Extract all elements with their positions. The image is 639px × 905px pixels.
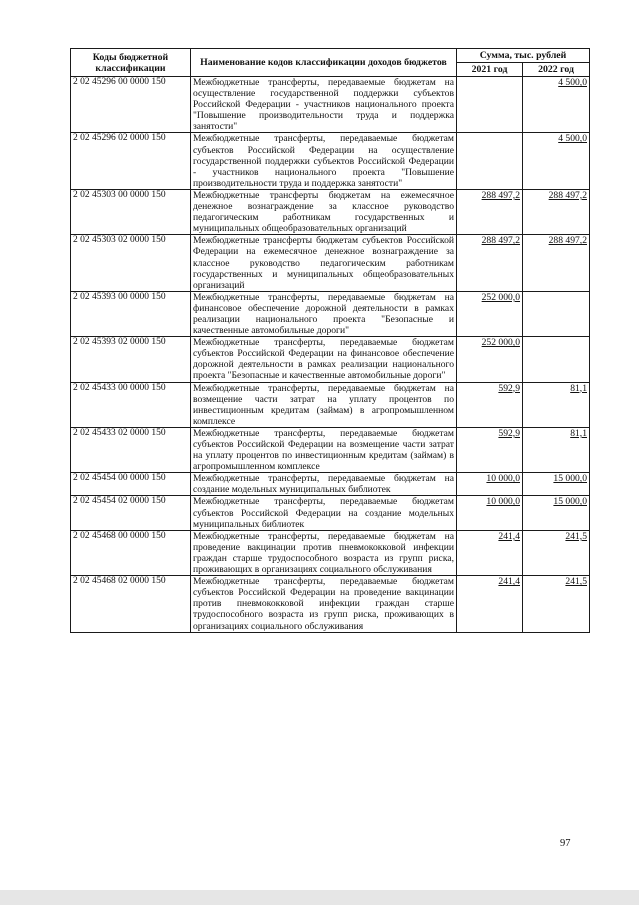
amount-2021-value: 241,4 [498, 530, 520, 542]
budget-code-cell: 2 02 45433 00 0000 150 [71, 382, 191, 427]
amount-2022-value: 81,1 [570, 382, 587, 394]
header-year-2021: 2021 год [457, 63, 523, 77]
table-row [71, 291, 590, 336]
revenue-name-cell: Межбюджетные трансферты бюджетам на ежемесячное денежное вознаграждение за классное руководство педагогическим работникам государственных и муниципальных общеобразовательных организаций [191, 189, 457, 234]
header-name: Наименование кодов классификации доходов бюджетов [191, 49, 457, 77]
amount-2022-value: 15 000,0 [553, 473, 587, 485]
amount-2021-value: 252 000,0 [481, 291, 520, 303]
amount-2022-cell [523, 530, 590, 575]
amount-2021-cell [457, 576, 523, 632]
amount-2021-cell [457, 496, 523, 530]
budget-code-cell: 2 02 45454 02 0000 150 [71, 496, 191, 530]
revenue-name-cell: Межбюджетные трансферты бюджетам субъектов Российской Федерации на ежемесячное денежное вознаграждение за классное руководство педагогическим работникам государственных и муниципальных общеобразовательных организаций [191, 235, 457, 291]
amount-2022-value: 288 497,2 [548, 235, 587, 247]
amount-2021-value: 288 497,2 [481, 235, 520, 247]
table-row [71, 496, 590, 530]
amount-2021-value: 592,9 [498, 427, 520, 439]
table-row [71, 189, 590, 234]
budget-code-cell: 2 02 45393 00 0000 150 [71, 291, 191, 336]
amount-2021-value: 592,9 [498, 382, 520, 394]
amount-2021-cell [457, 337, 523, 382]
table-row [71, 235, 590, 291]
amount-2021-cell [457, 530, 523, 575]
amount-2022-value: 15 000,0 [553, 496, 587, 508]
table-row [71, 133, 590, 189]
header-sum: Сумма, тыс. рублей [457, 49, 590, 63]
amount-2022-cell [523, 337, 590, 382]
budget-code-cell: 2 02 45393 02 0000 150 [71, 337, 191, 382]
amount-2021-value: 241,4 [498, 576, 520, 588]
revenue-name-cell: Межбюджетные трансферты, передаваемые бюджетам на возмещение части затрат на уплату процентов по инвестиционным кредитам (займам) в агропромышленном комплексе [191, 382, 457, 427]
revenue-name-cell: Межбюджетные трансферты, передаваемые бюджетам субъектов Российской Федерации на осуществление государственной поддержки субъектов Российской Федерации - участников национального проекта "Повышение производительности труда и поддержка занятости" [191, 133, 457, 189]
amount-2021-cell [457, 133, 523, 189]
amount-2022-value: 241,5 [565, 576, 587, 588]
amount-2022-value: 81,1 [570, 427, 587, 439]
amount-2022-value: 241,5 [565, 530, 587, 542]
amount-2021-value: 10 000,0 [486, 496, 520, 508]
amount-2022-cell [523, 189, 590, 234]
revenue-name-cell: Межбюджетные трансферты, передаваемые бюджетам на осуществление государственной поддержки субъектов Российской Федерации - участников национального проекта "Повышение производительности труда и поддержка занятости" [191, 77, 457, 133]
amount-2021-cell [457, 291, 523, 336]
table-row [71, 427, 590, 472]
amount-2022-value: 288 497,2 [548, 189, 587, 201]
budget-code-cell: 2 02 45433 02 0000 150 [71, 427, 191, 472]
amount-2021-value: 252 000,0 [481, 337, 520, 349]
revenue-name-cell: Межбюджетные трансферты, передаваемые бюджетам на создание модельных муниципальных библиотек [191, 473, 457, 496]
header-code: Коды бюджетной классификации [71, 49, 191, 77]
scan-edge-strip [0, 890, 639, 905]
budget-code-cell: 2 02 45296 00 0000 150 [71, 77, 191, 133]
revenue-name-cell: Межбюджетные трансферты, передаваемые бюджетам субъектов Российской Федерации на финансовое обеспечение дорожной деятельности в рамках реализации национального проекта "Безопасные и качественные автомобильные дороги" [191, 337, 457, 382]
amount-2022-cell [523, 576, 590, 632]
revenue-name-cell: Межбюджетные трансферты, передаваемые бюджетам субъектов Российской Федерации на проведение вакцинации против пневмококковой инфекции граждан старше трудоспособного возраста из групп риска, проживающих в организациях социального обслуживания [191, 576, 457, 632]
budget-revenue-table [70, 48, 590, 633]
amount-2022-cell [523, 473, 590, 496]
table-row [71, 576, 590, 632]
amount-2021-cell [457, 235, 523, 291]
amount-2022-cell [523, 496, 590, 530]
budget-code-cell: 2 02 45454 00 0000 150 [71, 473, 191, 496]
amount-2022-value: 4 500,0 [558, 77, 587, 88]
amount-2022-cell [523, 382, 590, 427]
table-row [71, 530, 590, 575]
budget-code-cell: 2 02 45468 02 0000 150 [71, 576, 191, 632]
revenue-name-cell: Межбюджетные трансферты, передаваемые бюджетам на проведение вакцинации против пневмококковой инфекции граждан старше трудоспособного возраста из групп риска, проживающих в организациях социального обслуживания [191, 530, 457, 575]
revenue-name-cell: Межбюджетные трансферты, передаваемые бюджетам на финансовое обеспечение дорожной деятельности в рамках реализации национального проекта "Безопасные и качественные автомобильные дороги" [191, 291, 457, 336]
amount-2022-value: 4 500,0 [558, 133, 587, 145]
table-row [71, 77, 590, 133]
amount-2022-cell [523, 291, 590, 336]
amount-2022-cell [523, 235, 590, 291]
budget-code-cell: 2 02 45303 00 0000 150 [71, 189, 191, 234]
budget-code-cell: 2 02 45296 02 0000 150 [71, 133, 191, 189]
table-row [71, 382, 590, 427]
header-year-2022: 2022 год [523, 63, 590, 77]
amount-2021-cell [457, 427, 523, 472]
amount-2022-cell [523, 133, 590, 189]
table-row [71, 337, 590, 382]
page-number: 97 [560, 838, 571, 849]
amount-2021-cell [457, 473, 523, 496]
amount-2022-cell [523, 427, 590, 472]
amount-2021-value: 10 000,0 [486, 473, 520, 485]
amount-2021-cell [457, 382, 523, 427]
amount-2021-cell [457, 77, 523, 133]
budget-code-cell: 2 02 45303 02 0000 150 [71, 235, 191, 291]
table-header-row [71, 49, 590, 63]
table-row [71, 473, 590, 496]
revenue-name-cell: Межбюджетные трансферты, передаваемые бюджетам субъектов Российской Федерации на создание модельных муниципальных библиотек [191, 496, 457, 530]
budget-code-cell: 2 02 45468 00 0000 150 [71, 530, 191, 575]
table-body [71, 77, 590, 633]
amount-2021-cell [457, 189, 523, 234]
amount-2022-cell [523, 77, 590, 133]
revenue-name-cell: Межбюджетные трансферты, передаваемые бюджетам субъектов Российской Федерации на возмещение части затрат на уплату процентов по инвестиционным кредитам (займам) в агропромышленном комплексе [191, 427, 457, 472]
amount-2021-value: 288 497,2 [481, 189, 520, 201]
